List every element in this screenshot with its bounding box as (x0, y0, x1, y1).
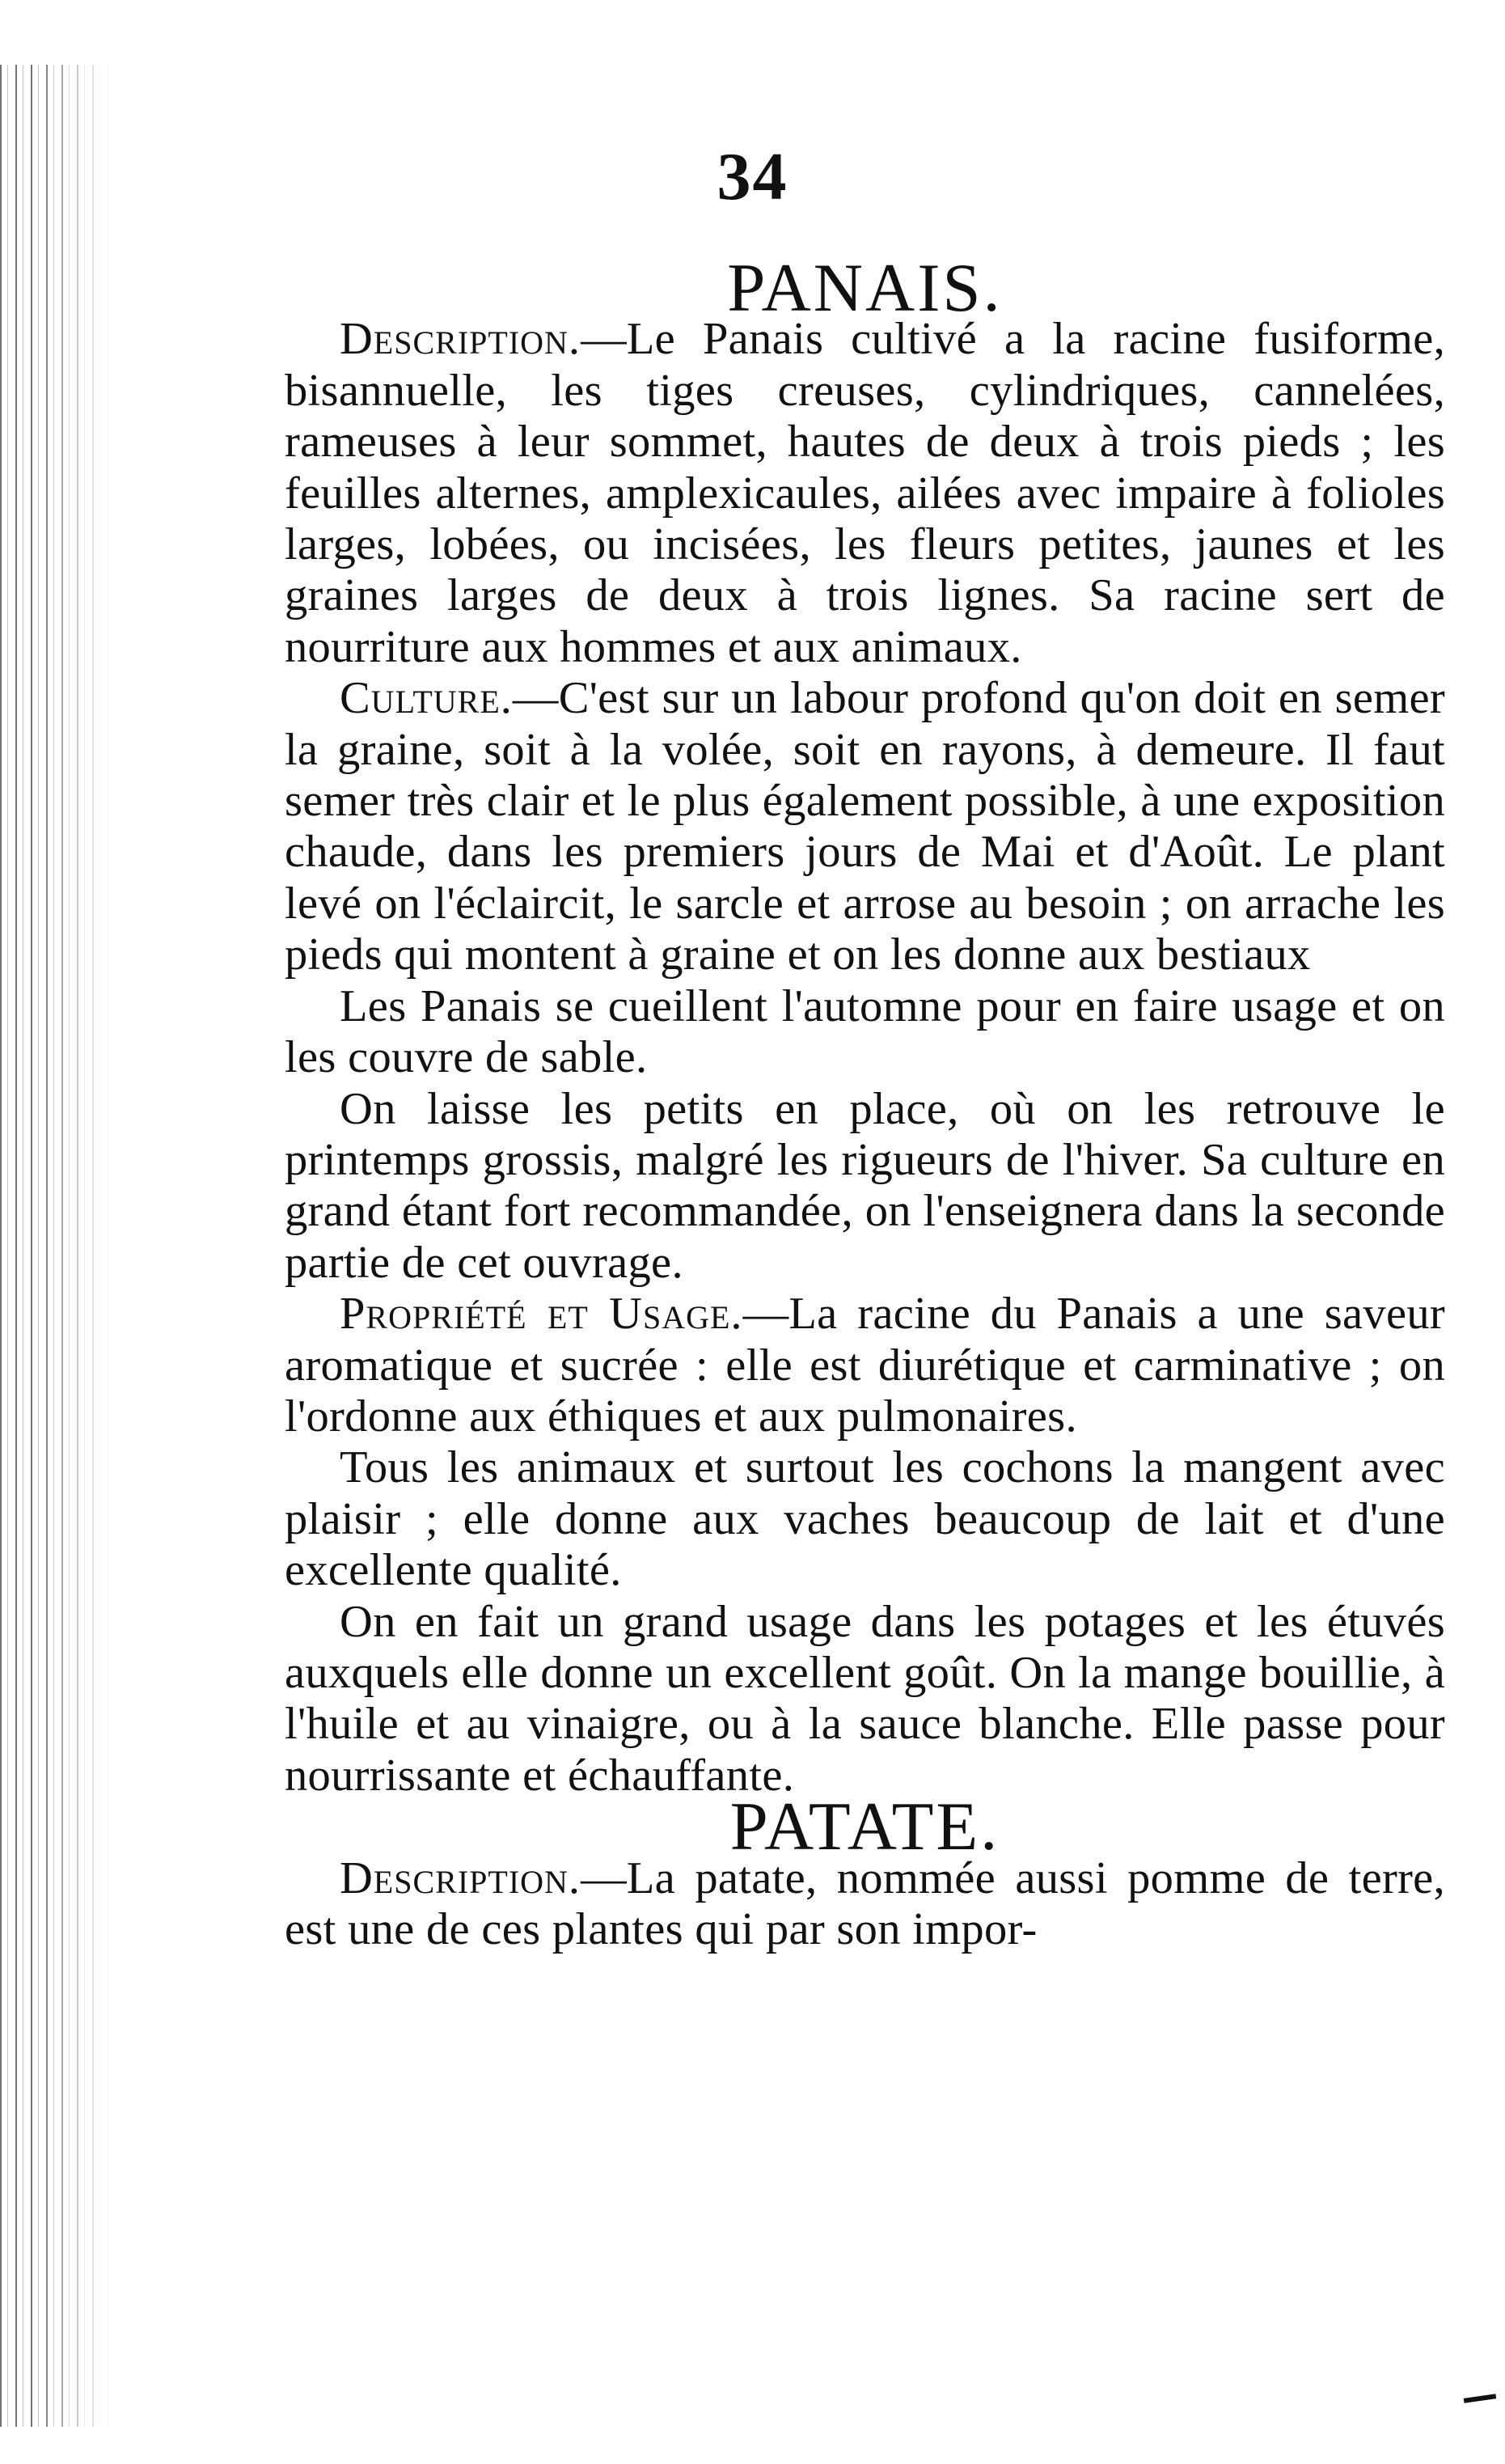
paragraph-patate-description (285, 1853, 1445, 1956)
section-heading-panais: PANAIS. (727, 250, 1003, 326)
paragraph-cooking (285, 1597, 1445, 1802)
paragraph-description (285, 314, 1445, 673)
paragraph-wintering (285, 1084, 1445, 1289)
text-body (285, 250, 1445, 1955)
paragraph-text: On laisse les petits en place, où on les retrouve le printemps grossis, malgré les rigueurs de l'hiver. Sa culture en grand étant fort recommandée, on l'enseignera dans la seconde partie de cet ouvrage. (285, 1083, 1445, 1288)
paragraph-text: —La patate, nommée aussi pomme de terre, est une de ces plantes qui par son impor- (285, 1852, 1445, 1954)
paragraph-text: —Le Panais cultivé a la racine fusiforme, bisannuelle, les tiges creuses, cylindriques, cannelées, rameuses à leur sommet, hautes de deux à trois pieds ; les feuilles alternes, amplexicaules, ailées avec impaire à folioles larges, lobées, ou incisées, les fleurs petites, jaunes et les graines larges de deux à trois lignes. Sa racine sert de nourriture aux hommes et aux animaux. (285, 314, 1445, 672)
paragraph-animals (285, 1442, 1445, 1596)
paragraph-culture (285, 673, 1445, 980)
paragraph-text: Les Panais se cueillent l'automne pour en faire usage et on les couvre de sable. (285, 980, 1445, 1083)
paragraph-lead: Propriété et Usage. (340, 1289, 743, 1340)
paragraph-lead: Description. (340, 314, 581, 365)
scan-artifact (1464, 2394, 1496, 2403)
paragraph-lead: Culture. (340, 673, 513, 724)
binding-edge (0, 65, 113, 2427)
paragraph-properties (285, 1289, 1445, 1442)
paragraph-harvest (285, 981, 1445, 1084)
paragraph-text: On en fait un grand usage dans les potages et les étuvés auxquels elle donne un excellent goût. On la mange bouillie, à l'huile et au vinaigre, ou à la sauce blanche. Elle passe pour nourrissante et échauffante. (285, 1596, 1445, 1801)
paragraph-text: —La racine du Panais a une saveur aromatique et sucrée : elle est diurétique et carminative ; on l'ordonne aux éthiques et aux pulmonaires. (285, 1289, 1445, 1442)
page-number: 34 (717, 139, 788, 214)
paragraph-text: —C'est sur un labour profond qu'on doit en semer la graine, soit à la volée, soit en rayons, à demeure. Il faut semer très clair et le plus également possible, à une exposition chaude, dans les premiers jours de Mai et d'Août. Le plant levé on l'éclaircit, le sarcle et arrose au besoin ; on arrache les pieds qui montent à graine et on les donne aux bestiaux (285, 673, 1445, 980)
paragraph-lead: Description. (340, 1852, 581, 1903)
paragraph-text: Tous les animaux et surtout les cochons la mangent avec plaisir ; elle donne aux vaches beaucoup de lait et d'une excellente qualité. (285, 1442, 1445, 1596)
section-heading-patate: PATATE. (729, 1789, 1000, 1865)
